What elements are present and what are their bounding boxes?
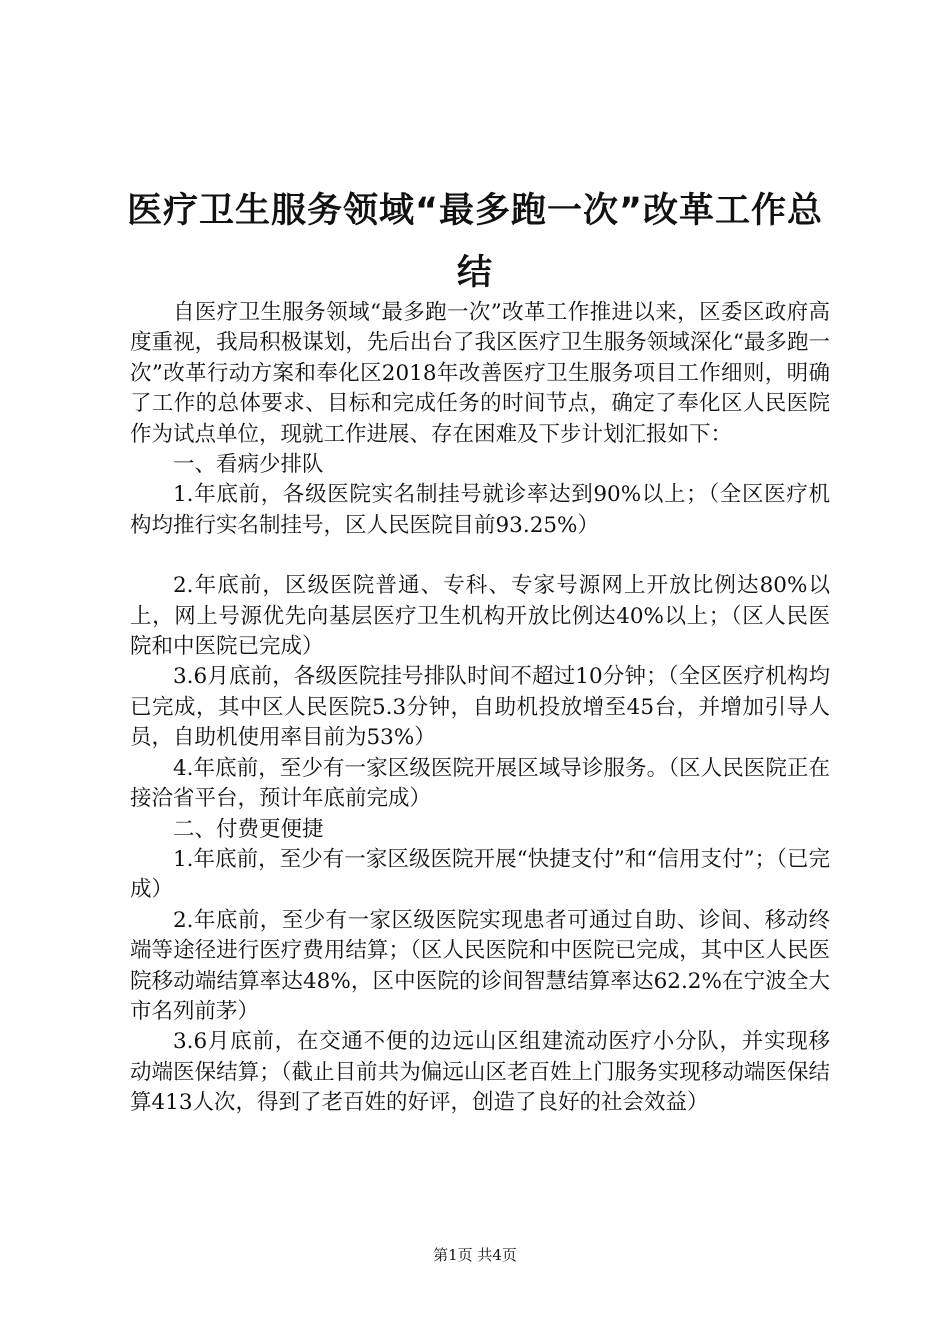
document-body <box>130 298 830 1119</box>
list-item: 1.年底前，至少有一家区级医院开展“快捷支付”和“信用支付”；（已完成） <box>130 846 830 903</box>
list-item: 3.6月底前，在交通不便的边远山区组建流动医疗小分队，并实现移动端医保结算；（截止目前共为偏远山区老百姓上门服务实现移动端医保结算413人次，得到了老百姓的好评，创造了良好的社会效益） <box>130 1029 830 1116</box>
list-item: 4.年底前，至少有一家区级医院开展区域导诊服务。（区人民医院正在接洽省平台，预计年底前完成） <box>130 755 830 812</box>
section-heading-1: 一、看病少排队 <box>173 452 324 478</box>
document-title: 医疗卫生服务领域“最多跑一次”改革工作总结 <box>126 191 823 293</box>
section-heading-2: 二、付费更便捷 <box>173 816 324 842</box>
list-item: 2.年底前，区级医院普通、专科、专家号源网上开放比例达80%以上，网上号源优先向基层医疗卫生机构开放比例达40%以上；（区人民医院和中医院已完成） <box>130 573 830 660</box>
list-item: 2.年底前，至少有一家区级医院实现患者可通过自助、诊间、移动终端等途径进行医疗费用结算；（区人民医院和中医院已完成，其中区人民医院移动端结算率达48%，区中医院的诊间智慧结算率达62.2%在宁波全大市名列前茅） <box>130 907 830 1024</box>
list-item: 1.年底前，各级医院实名制挂号就诊率达到90%以上；（全区医疗机构均推行实名制挂号，区人民医院目前93.25%） <box>130 482 830 538</box>
list-item: 3.6月底前，各级医院挂号排队时间不超过10分钟；（全区医疗机构均已完成，其中区人民医院5.3分钟，自助机投放增至45台，并增加引导人员，自助机使用率目前为53%） <box>130 664 830 751</box>
page-footer: 第1页 共4页 <box>433 1246 517 1264</box>
intro-paragraph: 自医疗卫生服务领域“最多跑一次”改革工作推进以来，区委区政府高度重视，我局积极谋划，先后出台了我区医疗卫生服务领域深化“最多跑一次”改革行动方案和奉化区2018年改善医疗卫生服务项目工作细则，明确了工作的总体要求、目标和完成任务的时间节点，确定了奉化区人民医院作为试点单位，现就工作进展、存在困难及下步计划汇报如下： <box>130 300 830 447</box>
